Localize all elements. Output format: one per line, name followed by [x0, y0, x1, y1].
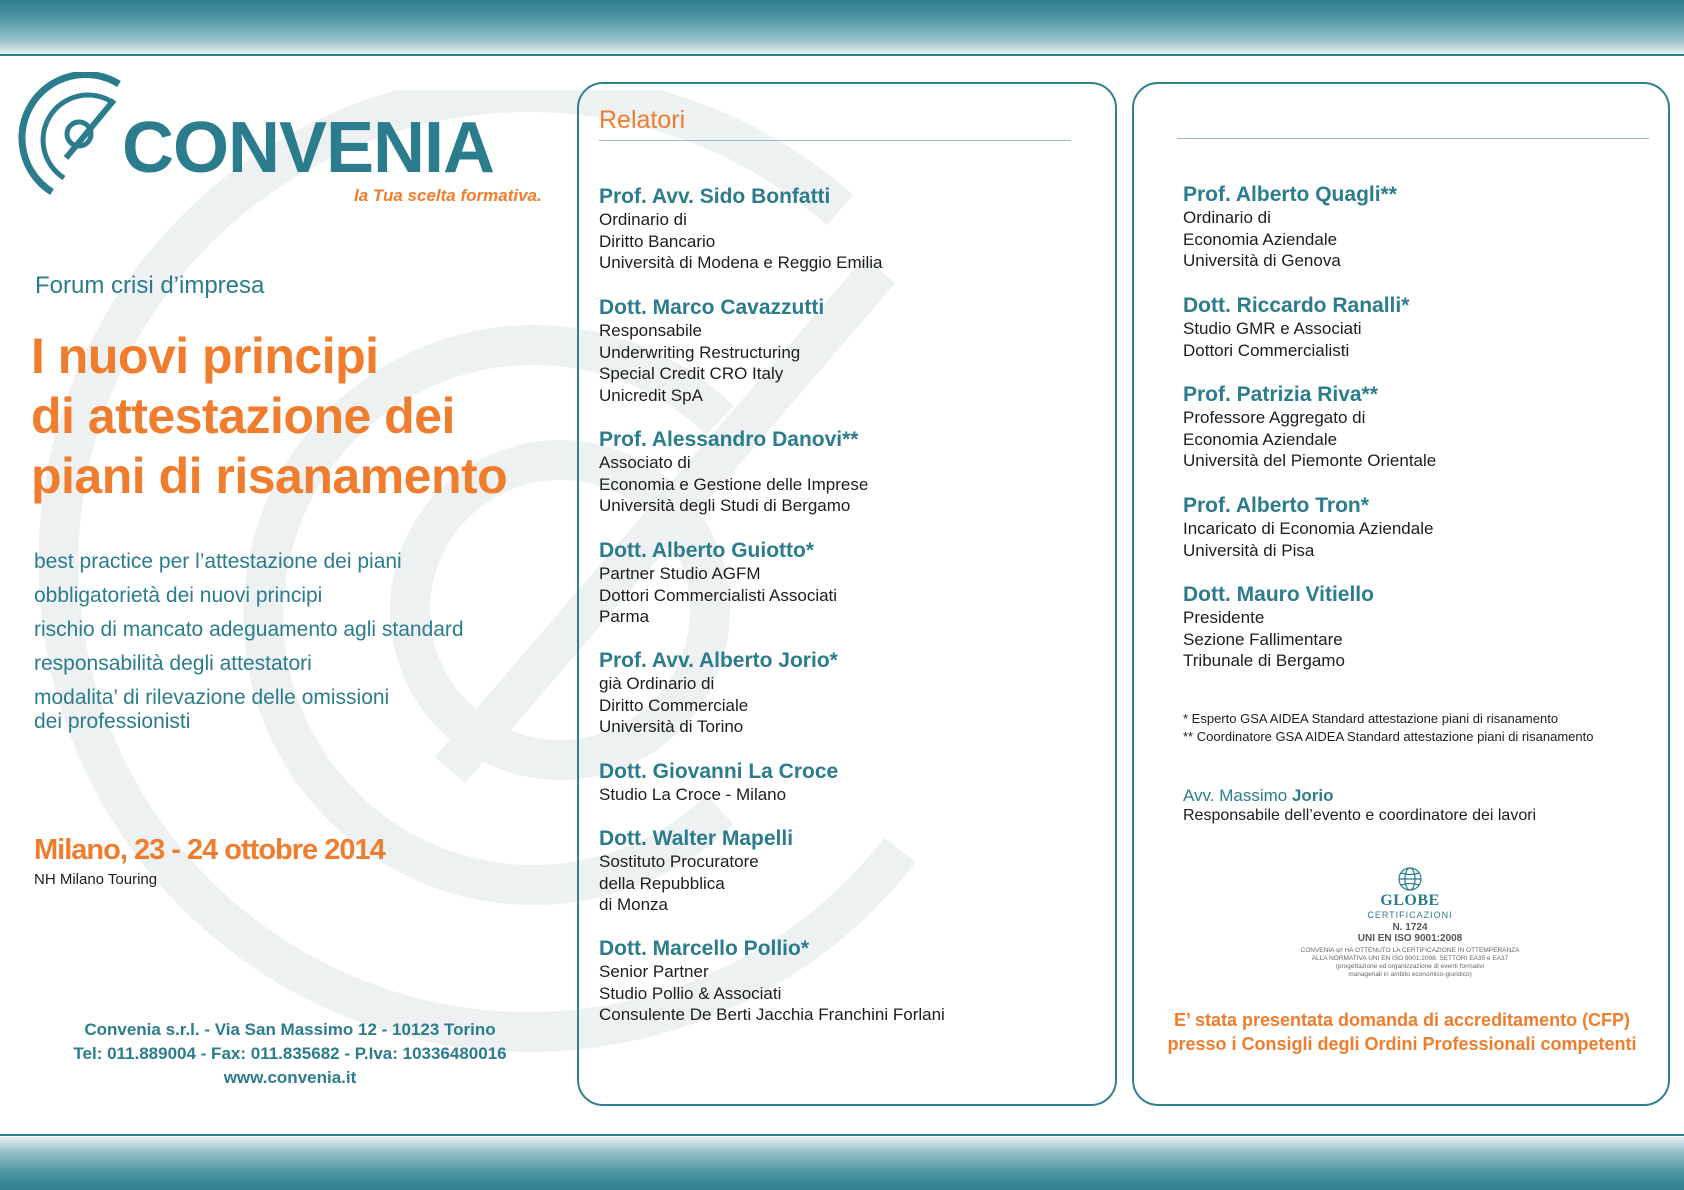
speaker-detail: Special Credit CRO Italy	[599, 364, 784, 383]
title-line: piani di risanamento	[31, 448, 508, 504]
event-title	[31, 326, 507, 506]
title-line: di attestazione dei	[31, 388, 455, 444]
responsible-role: Responsabile dell’evento e coordinatore dei lavori	[1183, 807, 1537, 824]
speaker-entry	[1183, 383, 1436, 472]
speaker-entry	[599, 827, 793, 916]
speaker-detail: Economia Aziendale	[1183, 229, 1338, 249]
event-venue: NH Milano Touring	[34, 871, 158, 888]
speaker-detail: Università di Modena e Reggio Emilia	[599, 253, 883, 272]
speaker-entry	[599, 649, 838, 738]
speaker-detail: Underwriting Restructuring	[599, 342, 801, 362]
speaker-detail: Università di Torino	[599, 717, 744, 736]
speaker-entry	[1183, 294, 1409, 361]
cert-brand: GLOBE	[1380, 892, 1440, 909]
speaker-detail: Ordinario di	[1183, 208, 1271, 227]
topic-item: best practice per l’attestazione dei piani	[34, 550, 402, 573]
speaker-detail: già Ordinario di	[599, 674, 715, 693]
event-date: Milano, 23 - 24 ottobre 2014	[34, 834, 385, 866]
speaker-detail: Università di Pisa	[1183, 540, 1315, 560]
speaker-detail: Studio Pollio & Associati	[599, 983, 782, 1003]
speaker-detail: Dottori Commercialisti Associati	[599, 585, 838, 605]
speaker-detail: Studio GMR e Associati	[1183, 319, 1362, 338]
speaker-detail: Unicredit SpA	[599, 385, 703, 405]
bottom-band	[0, 1137, 1684, 1190]
speaker-name: Dott. Riccardo Ranalli*	[1183, 294, 1410, 317]
logo-wordmark: CONVENIA	[122, 108, 495, 188]
speaker-detail: della Repubblica	[599, 873, 725, 893]
topic-list	[34, 550, 464, 744]
speaker-detail: di Monza	[599, 895, 668, 914]
speaker-detail: Diritto Commerciale	[599, 695, 749, 715]
speaker-detail: Diritto Bancario	[599, 231, 716, 251]
speaker-entry	[1183, 494, 1433, 561]
cfp-notice: E’ stata presentata domanda di accreditamento (CFP) presso i Consigli degli Ordini Professionali competenti	[1167, 1010, 1637, 1054]
cert-brand-sub: CERTIFICAZIONI	[1367, 910, 1453, 920]
speaker-name: Dott. Marco Cavazzutti	[599, 296, 825, 319]
speaker-name: Prof. Alberto Quagli**	[1183, 183, 1397, 206]
logo-tagline: la Tua scelta formativa.	[354, 186, 542, 205]
speaker-name: Prof. Avv. Sido Bonfatti	[599, 185, 831, 208]
speaker-name: Dott. Marcello Pollio*	[599, 937, 810, 960]
cert-fine-print: CONVENIA srl HA OTTENUTO LA CERTIFICAZIONE IN OTTEMPERANZA ALLA NORMATIVA UNI EN ISO 9001:2008. SETTORI EA35 e EA37 (progettazione ed organizzazione di eventi formativi manageriali in ambito economico-giuridico)	[1300, 947, 1520, 978]
topic-item-continuation: dei professionisti	[34, 710, 191, 733]
speaker-entry	[1183, 183, 1397, 272]
contact-website[interactable]: www.convenia.it	[223, 1068, 357, 1087]
forum-subtitle: Forum crisi d’impresa	[35, 272, 265, 299]
speaker-detail: Responsabile	[599, 321, 703, 340]
cert-standard: UNI EN ISO 9001:2008	[1357, 933, 1463, 944]
speaker-detail: Sezione Fallimentare	[1183, 629, 1343, 649]
speaker-name: Prof. Patrizia Riva**	[1183, 383, 1378, 406]
title-line: I nuovi principi	[31, 328, 379, 384]
speaker-detail: Parma	[599, 607, 650, 626]
speaker-detail: Università del Piemonte Orientale	[1183, 451, 1437, 470]
convenia-logo	[14, 72, 554, 212]
speaker-entry	[599, 539, 837, 628]
topic-item: modalita’ di rilevazione delle omissioni	[34, 686, 390, 709]
bottom-band-line	[0, 1134, 1684, 1136]
speaker-entry	[1183, 583, 1374, 672]
cert-number: N. 1724	[1392, 922, 1428, 933]
speaker-entry	[599, 428, 868, 517]
speaker-detail: Partner Studio AGFM	[599, 564, 761, 583]
speaker-entry	[599, 296, 824, 406]
speaker-name: Dott. Walter Mapelli	[599, 827, 794, 850]
speaker-entry	[599, 937, 945, 1026]
speaker-detail: Associato di	[599, 453, 691, 472]
footnote: * Esperto GSA AIDEA Standard attestazione piani di risanamento	[1183, 711, 1559, 726]
contact-address: Convenia s.r.l. - Via San Massimo 12 - 10123 Torino	[84, 1020, 496, 1039]
speaker-detail: Università degli Studi di Bergamo	[599, 496, 851, 515]
footnote: ** Coordinatore GSA AIDEA Standard attestazione piani di risanamento	[1183, 729, 1594, 744]
topic-item: rischio di mancato adeguamento agli standard	[34, 618, 464, 641]
speaker-detail: Sostituto Procuratore	[599, 852, 759, 871]
speaker-detail: Studio La Croce - Milano	[599, 785, 787, 804]
speaker-detail: Senior Partner	[599, 962, 709, 981]
speaker-detail: Dottori Commercialisti	[1183, 340, 1350, 360]
speaker-detail: Consulente De Berti Jacchia Franchini Forlani	[599, 1005, 945, 1024]
speaker-entry	[599, 760, 838, 806]
speaker-detail: Economia e Gestione delle Imprese	[599, 474, 869, 494]
speaker-name: Prof. Alessandro Danovi**	[599, 428, 859, 451]
heading-rule	[599, 140, 1071, 141]
certification-badge	[1290, 866, 1530, 979]
speaker-detail: Università di Genova	[1183, 251, 1341, 270]
speaker-detail: Incaricato di Economia Aziendale	[1183, 519, 1434, 538]
topic-item: obbligatorietà dei nuovi principi	[34, 584, 323, 607]
topic-item: responsabilità degli attestatori	[34, 652, 312, 675]
speaker-name: Dott. Giovanni La Croce	[599, 760, 839, 783]
speaker-detail: Presidente	[1183, 608, 1265, 627]
top-band-line	[0, 54, 1684, 56]
speaker-name: Prof. Alberto Tron*	[1183, 494, 1369, 517]
heading-rule	[1177, 138, 1649, 139]
speaker-detail: Economia Aziendale	[1183, 429, 1338, 449]
globe-icon	[1397, 866, 1423, 892]
relatori-heading: Relatori	[599, 106, 686, 134]
speaker-detail: Professore Aggregato di	[1183, 408, 1366, 427]
speaker-detail: Ordinario di	[599, 210, 687, 229]
speaker-entry	[599, 185, 882, 274]
responsible-name: Avv. Massimo Jorio	[1183, 786, 1334, 805]
footnotes	[1183, 710, 1593, 746]
speaker-name: Dott. Alberto Guiotto*	[599, 539, 815, 562]
speaker-name: Prof. Avv. Alberto Jorio*	[599, 649, 838, 672]
contact-phone: Tel: 011.889004 - Fax: 011.835682 - P.Iva: 10336480016	[73, 1044, 507, 1063]
speaker-name: Dott. Mauro Vitiello	[1183, 583, 1374, 606]
speaker-detail: Tribunale di Bergamo	[1183, 651, 1345, 670]
top-band	[0, 0, 1684, 54]
